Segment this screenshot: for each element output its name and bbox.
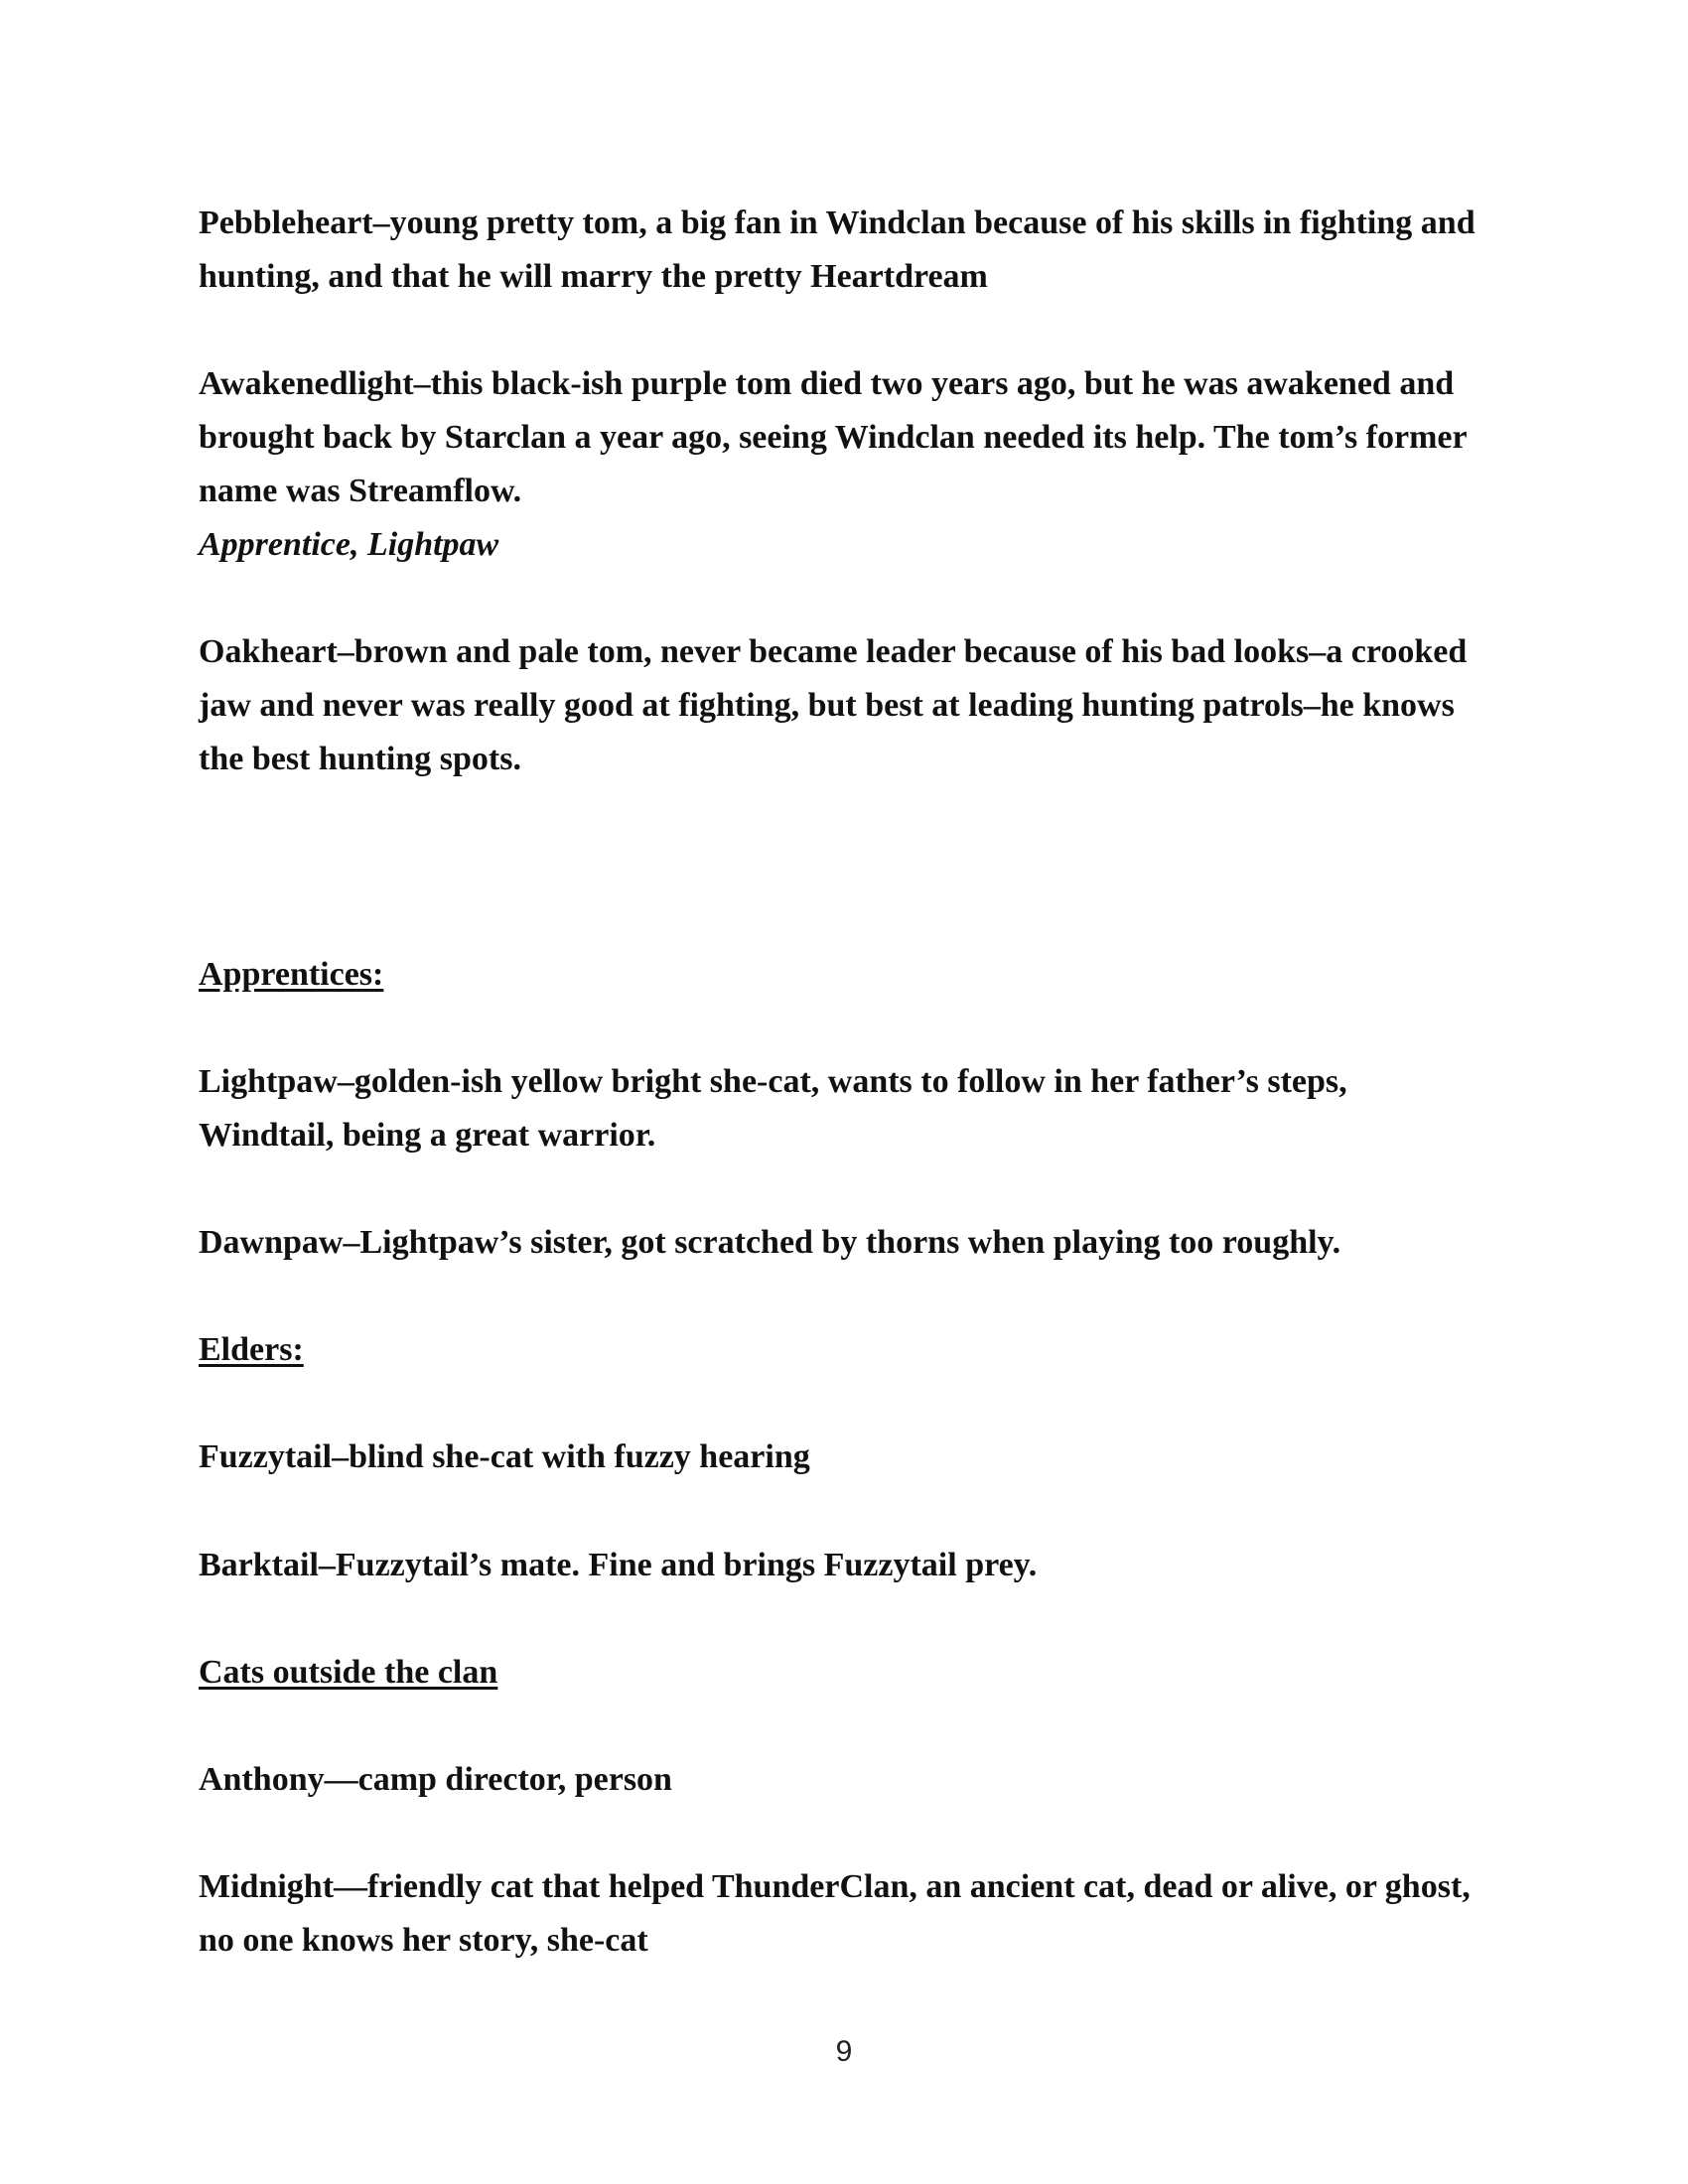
entry-text: Awakenedlight–this black-ish purple tom died two years ago, but he was awakened and brought back by Starclan a year ago, seeing Windclan needed its help. The tom’s former name was Streamflow. — [199, 365, 1467, 509]
entry-text: Anthony—camp director, person — [199, 1761, 672, 1798]
heading-text: Elders: — [199, 1331, 304, 1368]
heading-text: Apprentices: — [199, 956, 384, 993]
entry-lightpaw — [199, 1055, 1489, 1162]
entry-dawnpaw — [199, 1216, 1489, 1270]
entry-anthony — [199, 1753, 1489, 1807]
section-heading-elders — [199, 1323, 1489, 1377]
apprentice-note: Apprentice, Lightpaw — [199, 526, 499, 563]
entry-text: Lightpaw–golden-ish yellow bright she-cat, wants to follow in her father’s steps, Windtail, being a great warrior. — [199, 1063, 1347, 1154]
entry-pebbleheart — [199, 197, 1489, 304]
entry-text: Pebbleheart–young pretty tom, a big fan in Windclan because of his skills in fighting and hunting, and that he will marry the pretty Heartdream — [199, 205, 1476, 295]
entry-midnight — [199, 1860, 1489, 1968]
section-heading-outside-clan — [199, 1646, 1489, 1700]
heading-text: Cats outside the clan — [199, 1654, 498, 1691]
section-heading-apprentices — [199, 948, 1489, 1002]
entry-text: Midnight—friendly cat that helped ThunderClan, an ancient cat, dead or alive, or ghost, no one knows her story, she-cat — [199, 1868, 1471, 1959]
entry-text: Oakheart–brown and pale tom, never became leader because of his bad looks–a crooked jaw and never was really good at fighting, but best at leading hunting patrols–he knows the best hunting spots. — [199, 633, 1468, 777]
entry-oakheart — [199, 625, 1489, 786]
entry-fuzzytail — [199, 1431, 1489, 1484]
entry-awakenedlight — [199, 357, 1489, 572]
entry-text: Barktail–Fuzzytail’s mate. Fine and brings Fuzzytail prey. — [199, 1547, 1038, 1583]
entry-text: Dawnpaw–Lightpaw’s sister, got scratched by thorns when playing too roughly. — [199, 1224, 1341, 1261]
entry-text: Fuzzytail–blind she-cat with fuzzy hearing — [199, 1438, 810, 1475]
page-number: 9 — [835, 2035, 853, 2068]
entry-barktail — [199, 1539, 1489, 1592]
